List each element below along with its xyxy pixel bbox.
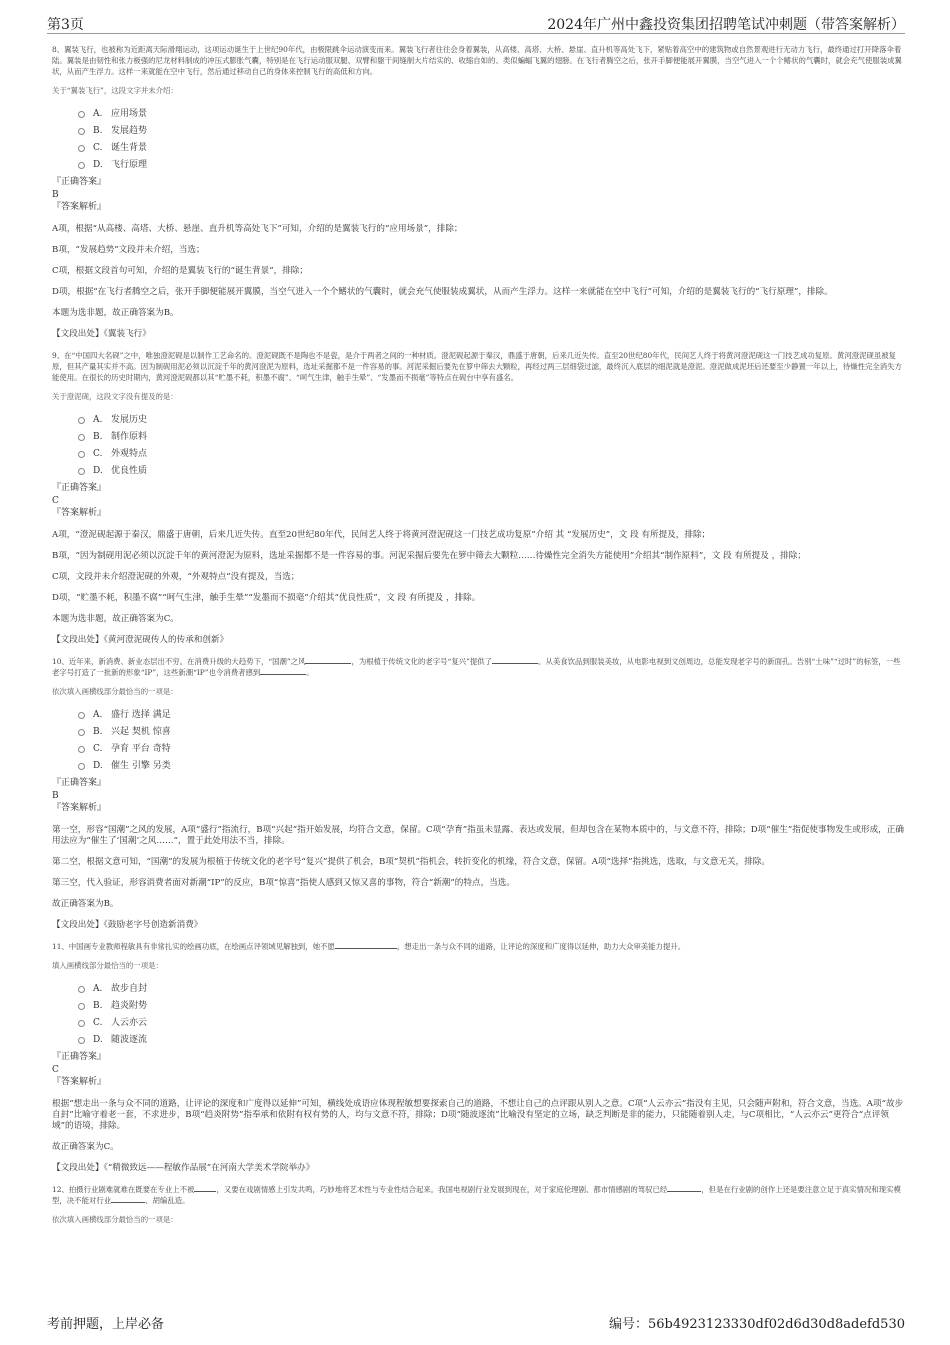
- radio-icon[interactable]: [78, 746, 85, 753]
- option-d[interactable]: D. 催生 引擎 另类: [78, 758, 905, 775]
- option-d[interactable]: D. 随波逐流: [78, 1032, 905, 1049]
- explanation: 本题为选非题，故正确答案为B。: [52, 308, 179, 318]
- option-d[interactable]: D. 优良性质: [78, 463, 905, 480]
- correct-answer: C: [52, 1065, 59, 1075]
- explanation: B项，“因为制砚用泥必须以沉淀千年的黄河澄泥为原料，选址采掘都不是一件容易的事。河泥采掘后要先在箩中筛去大颗粒……待燥性完全消失方能使用”介绍其“制作原料”，文 段 有所提及 ，排除；: [52, 551, 806, 561]
- analysis-label: 『答案解析』: [52, 508, 107, 518]
- correct-answer: B: [52, 190, 59, 200]
- radio-icon[interactable]: [78, 417, 85, 424]
- radio-icon[interactable]: [78, 1037, 85, 1044]
- question-stem: 9、在“中国四大名砚”之中，唯独澄泥砚是以制作工艺命名的。澄泥砚既不是陶也不是瓷，是介于两者之间的一种材质。澄泥砚起源于秦汉，鼎盛于唐朝，后来几近失传。直至20世纪80年代，民间艺人终于将黄河澄泥砚这一门技艺成功复原。黄河澄泥砚虽被复原，但其产量其实并不高。因为制砚用泥必须以沉淀千年的黄河澄泥为原料，选址采掘都不是一件容易的事。河泥采掘后要先在箩中筛去大颗粒，再经过两三层细袋过滤，最终沉入底层的细泥就是澄泥。澄泥做成泥坯后还要至少静置一年以上，待燥性完全消失方能使用。在很长的历史时期内，黄河澄泥砚都以其“贮墨不耗，积墨不腐”、“呵气生津，触手生晕”、“发墨而不损毫”等特点在砚台中享有盛名。: [52, 351, 902, 382]
- correct-answer: B: [52, 791, 59, 801]
- question-prompt: 关于“翼装飞行”，这段文字并未介绍：: [52, 86, 178, 95]
- option-b[interactable]: B. 趋炎附势: [78, 998, 905, 1015]
- radio-icon[interactable]: [78, 468, 85, 475]
- answer-label: 『正确答案』: [52, 778, 107, 788]
- option-c[interactable]: C. 人云亦云: [78, 1015, 905, 1032]
- question-9: [52, 350, 905, 646]
- question-12: [52, 1184, 905, 1225]
- fill-blank: [492, 656, 538, 664]
- fill-blank: [305, 656, 351, 664]
- explanation: A项，根据“从高楼、高塔、大桥、悬崖、直升机等高处飞下”可知，介绍的是翼装飞行的“应用场景”，排除；: [52, 224, 463, 234]
- fill-blank: [111, 1195, 145, 1203]
- option-b[interactable]: B. 兴起 契机 惊喜: [78, 724, 905, 741]
- explanation: C项，根据文段首句可知，介绍的是翼装飞行的“诞生背景”，排除；: [52, 266, 308, 276]
- question-stem: 12、拍摄行业剧难就难在既要在专业上不被 ，又要在戏剧情感上引发共鸣，巧妙地将艺术性与专业性结合起来。我国电视剧行业发展到现在，对于家庭伦理剧、都市情感剧的驾驭已经 ，但是在行业剧的创作上还是要注意立足于真实情况和现实模型，决不能对行业 、胡编乱造。: [52, 1185, 901, 1205]
- option-b[interactable]: B. 发展趋势: [78, 123, 905, 140]
- option-a[interactable]: A. 盛行 选择 满足: [78, 707, 905, 724]
- source-citation: 【文段出处】《翼装飞行》: [52, 329, 151, 339]
- option-list: [52, 707, 905, 775]
- option-c[interactable]: C. 外观特点: [78, 446, 905, 463]
- radio-icon[interactable]: [78, 434, 85, 441]
- option-b[interactable]: B. 制作原料: [78, 429, 905, 446]
- analysis-label: 『答案解析』: [52, 202, 107, 212]
- analysis-label: 『答案解析』: [52, 1077, 107, 1087]
- source-citation: 【文段出处】《“精微致远——程敏作品展”在河南大学美术学院举办》: [52, 1163, 315, 1173]
- option-c[interactable]: C. 孕育 平台 奇特: [78, 741, 905, 758]
- radio-icon[interactable]: [78, 1020, 85, 1027]
- option-list: [52, 412, 905, 480]
- explanation: 本题为选非题，故正确答案为C。: [52, 614, 179, 624]
- explanation: A项，“澄泥砚起源于秦汉，鼎盛于唐朝，后来几近失传。直至20世纪80年代，民间艺人终于将黄河澄泥砚这一门技艺成功复原”介绍 其 “发展历史”，文 段 有所提及，排除；: [52, 530, 711, 540]
- fill-blank: [335, 941, 397, 949]
- document-code: 编号：56b4923123330df02d6d30d8adefd530: [608, 1317, 905, 1332]
- question-10: [52, 656, 905, 931]
- radio-icon[interactable]: [78, 712, 85, 719]
- explanation: D项，根据“在飞行者腾空之后，张开手脚便能展开翼膜，当空气进入一个个鳍状的气囊时，就会充气使服装成翼状，从而产生浮力。这样一来就能在空中飞行”可知，介绍的是翼装飞行的“飞行原理”，排除。: [52, 287, 833, 297]
- fill-blank: [667, 1184, 701, 1192]
- option-a[interactable]: A. 应用场景: [78, 106, 905, 123]
- explanation: 第三空，代入验证，形容消费者面对新潮“IP”的反应，B项“惊喜”指使人感到又惊又喜的事物，符合“新潮”的特点，当选。: [52, 878, 515, 888]
- question-prompt: 关于澄泥砚，这段文字没有提及的是：: [52, 392, 178, 401]
- explanation: 故正确答案为B。: [52, 899, 119, 909]
- question-prompt: 依次填入画横线部分最恰当的一项是：: [52, 1215, 178, 1224]
- question-stem: 10、近年来，新消费、新业态层出不穷。在消费升级的大趋势下，“国潮”之风 ，为根植于传统文化的老字号“复兴”提供了 。从美食饮品到服装美妆，从电影电视到文创周边，总能发现老字号的新面孔。告别“土味”“过时”的标签，一些老字号打造了一批新的形象“IP”，这些新潮“IP”也令消费者感到 。: [52, 657, 901, 677]
- correct-answer: C: [52, 496, 59, 506]
- document-title: 2024年广州中鑫投资集团招聘笔试冲刺题（带答案解析）: [547, 17, 905, 33]
- option-d[interactable]: D. 飞行原理: [78, 157, 905, 174]
- fill-blank: [194, 1184, 216, 1192]
- footer-motto: 考前押题，上岸必备: [47, 1317, 165, 1332]
- question-8: [52, 44, 905, 340]
- option-list: [52, 106, 905, 174]
- explanation: D项，“贮墨不耗，积墨不腐”“呵气生津，触手生晕”“发墨而不损毫”介绍其“优良性质”，文 段 有所提及 ，排除。: [52, 593, 481, 603]
- question-stem: 11、中国画专业教师程敏具有非常扎实的绘画功底，在绘画点评领域见解独到，她不愿 ，想走出一条与众不同的道路，让评论的深度和广度得以延伸，助力大众审美能力提升。: [52, 942, 686, 951]
- question-prompt: 依次填入画横线部分最恰当的一项是：: [52, 687, 178, 696]
- explanation: C项，文段并未介绍澄泥砚的外观，“外观特点”没有提及，当选；: [52, 572, 300, 582]
- radio-icon[interactable]: [78, 1003, 85, 1010]
- question-prompt: 填入画横线部分最恰当的一项是：: [52, 961, 163, 970]
- question-11: [52, 941, 905, 1174]
- radio-icon[interactable]: [78, 162, 85, 169]
- option-a[interactable]: A. 发展历史: [78, 412, 905, 429]
- explanation: B项，“发展趋势”文段并未介绍，当选；: [52, 245, 205, 255]
- radio-icon[interactable]: [78, 986, 85, 993]
- source-citation: 【文段出处】《鼓励老字号创造新消费》: [52, 920, 203, 930]
- fill-blank: [260, 667, 306, 675]
- radio-icon[interactable]: [78, 128, 85, 135]
- page-number: 第3页: [47, 17, 84, 33]
- answer-label: 『正确答案』: [52, 483, 107, 493]
- page-header: [47, 14, 905, 34]
- answer-label: 『正确答案』: [52, 1052, 107, 1062]
- option-c[interactable]: C. 诞生背景: [78, 140, 905, 157]
- source-citation: 【文段出处】《黄河澄泥砚传人的传承和创新》: [52, 635, 229, 645]
- explanation: 根据“想走出一条与众不同的道路，让评论的深度和广度得以延伸”可知，横线处成语应体现程敏想要探索自己的道路，不想让自己的点评跟从别人之意。C项“人云亦云”指没有主见，只会随声附和，符合文意，当选。A项“故步自封”比喻守着老一套，不求进步，B项“趋炎附势”指奉承和依附有权有势的人，均与文意不符，排除；D项“随波逐流”比喻没有坚定的立场，缺乏判断是非的能力，只能随着别人走，与C项相比，“人云亦云”更符合“点评领域”的语境，排除。: [52, 1099, 904, 1131]
- explanation: 故正确答案为C。: [52, 1142, 119, 1152]
- page-footer: [47, 1313, 905, 1331]
- question-stem: 8、翼装飞行，也被称为近距离天际滑翔运动，这项运动诞生于上世纪90年代，由极限跳伞运动演变而来。翼装飞行者往往会身着翼装，从高楼、高塔、大桥、悬崖、直升机等高处飞下，紧贴着高空中的建筑物或自然景观进行无动力飞行，最终通过打开降落伞着陆。翼装是由韧性和张力极强的尼龙材料制成的冲压式膨胀气囊，特别是在飞行运动服双腿、双臂和躯干间缝制大片结实的、收缩自如的、类似蝙蝠飞翼的翅膀。在飞行者腾空之后，张开手脚便能展开翼膜，当空气进入一个个鳍状的气囊时，就会充气使服装成翼状，从而产生浮力。这样一来就能在空中飞行，然后通过移动自己的身体来控制飞行的高低和方向。: [52, 45, 902, 76]
- explanation: 第一空，形容“国潮”之风的发展，A项“盛行”指流行，B项“兴起”指开始发展，均符合文意，保留。C项“孕育”指虽未显露、表达或发展，但却包含在某物本质中的，与文意不符，排除；D项“催生”指促使事物发生或形成，正确用法应为“催生了‘国潮’之风……”，置于此处用法不当，排除。: [52, 825, 904, 846]
- option-list: [52, 981, 905, 1049]
- radio-icon[interactable]: [78, 145, 85, 152]
- radio-icon[interactable]: [78, 763, 85, 770]
- radio-icon[interactable]: [78, 729, 85, 736]
- option-a[interactable]: A. 故步自封: [78, 981, 905, 998]
- radio-icon[interactable]: [78, 111, 85, 118]
- answer-label: 『正确答案』: [52, 177, 107, 187]
- radio-icon[interactable]: [78, 451, 85, 458]
- question-list: [52, 44, 905, 1235]
- explanation: 第二空，根据文意可知，“国潮”的发展为根植于传统文化的老字号“复兴”提供了机会，B项“契机”指机会，转折变化的机缘，符合文意，保留。A项“选择”指挑选，选取，与文意无关，排除。: [52, 857, 770, 867]
- analysis-label: 『答案解析』: [52, 803, 107, 813]
